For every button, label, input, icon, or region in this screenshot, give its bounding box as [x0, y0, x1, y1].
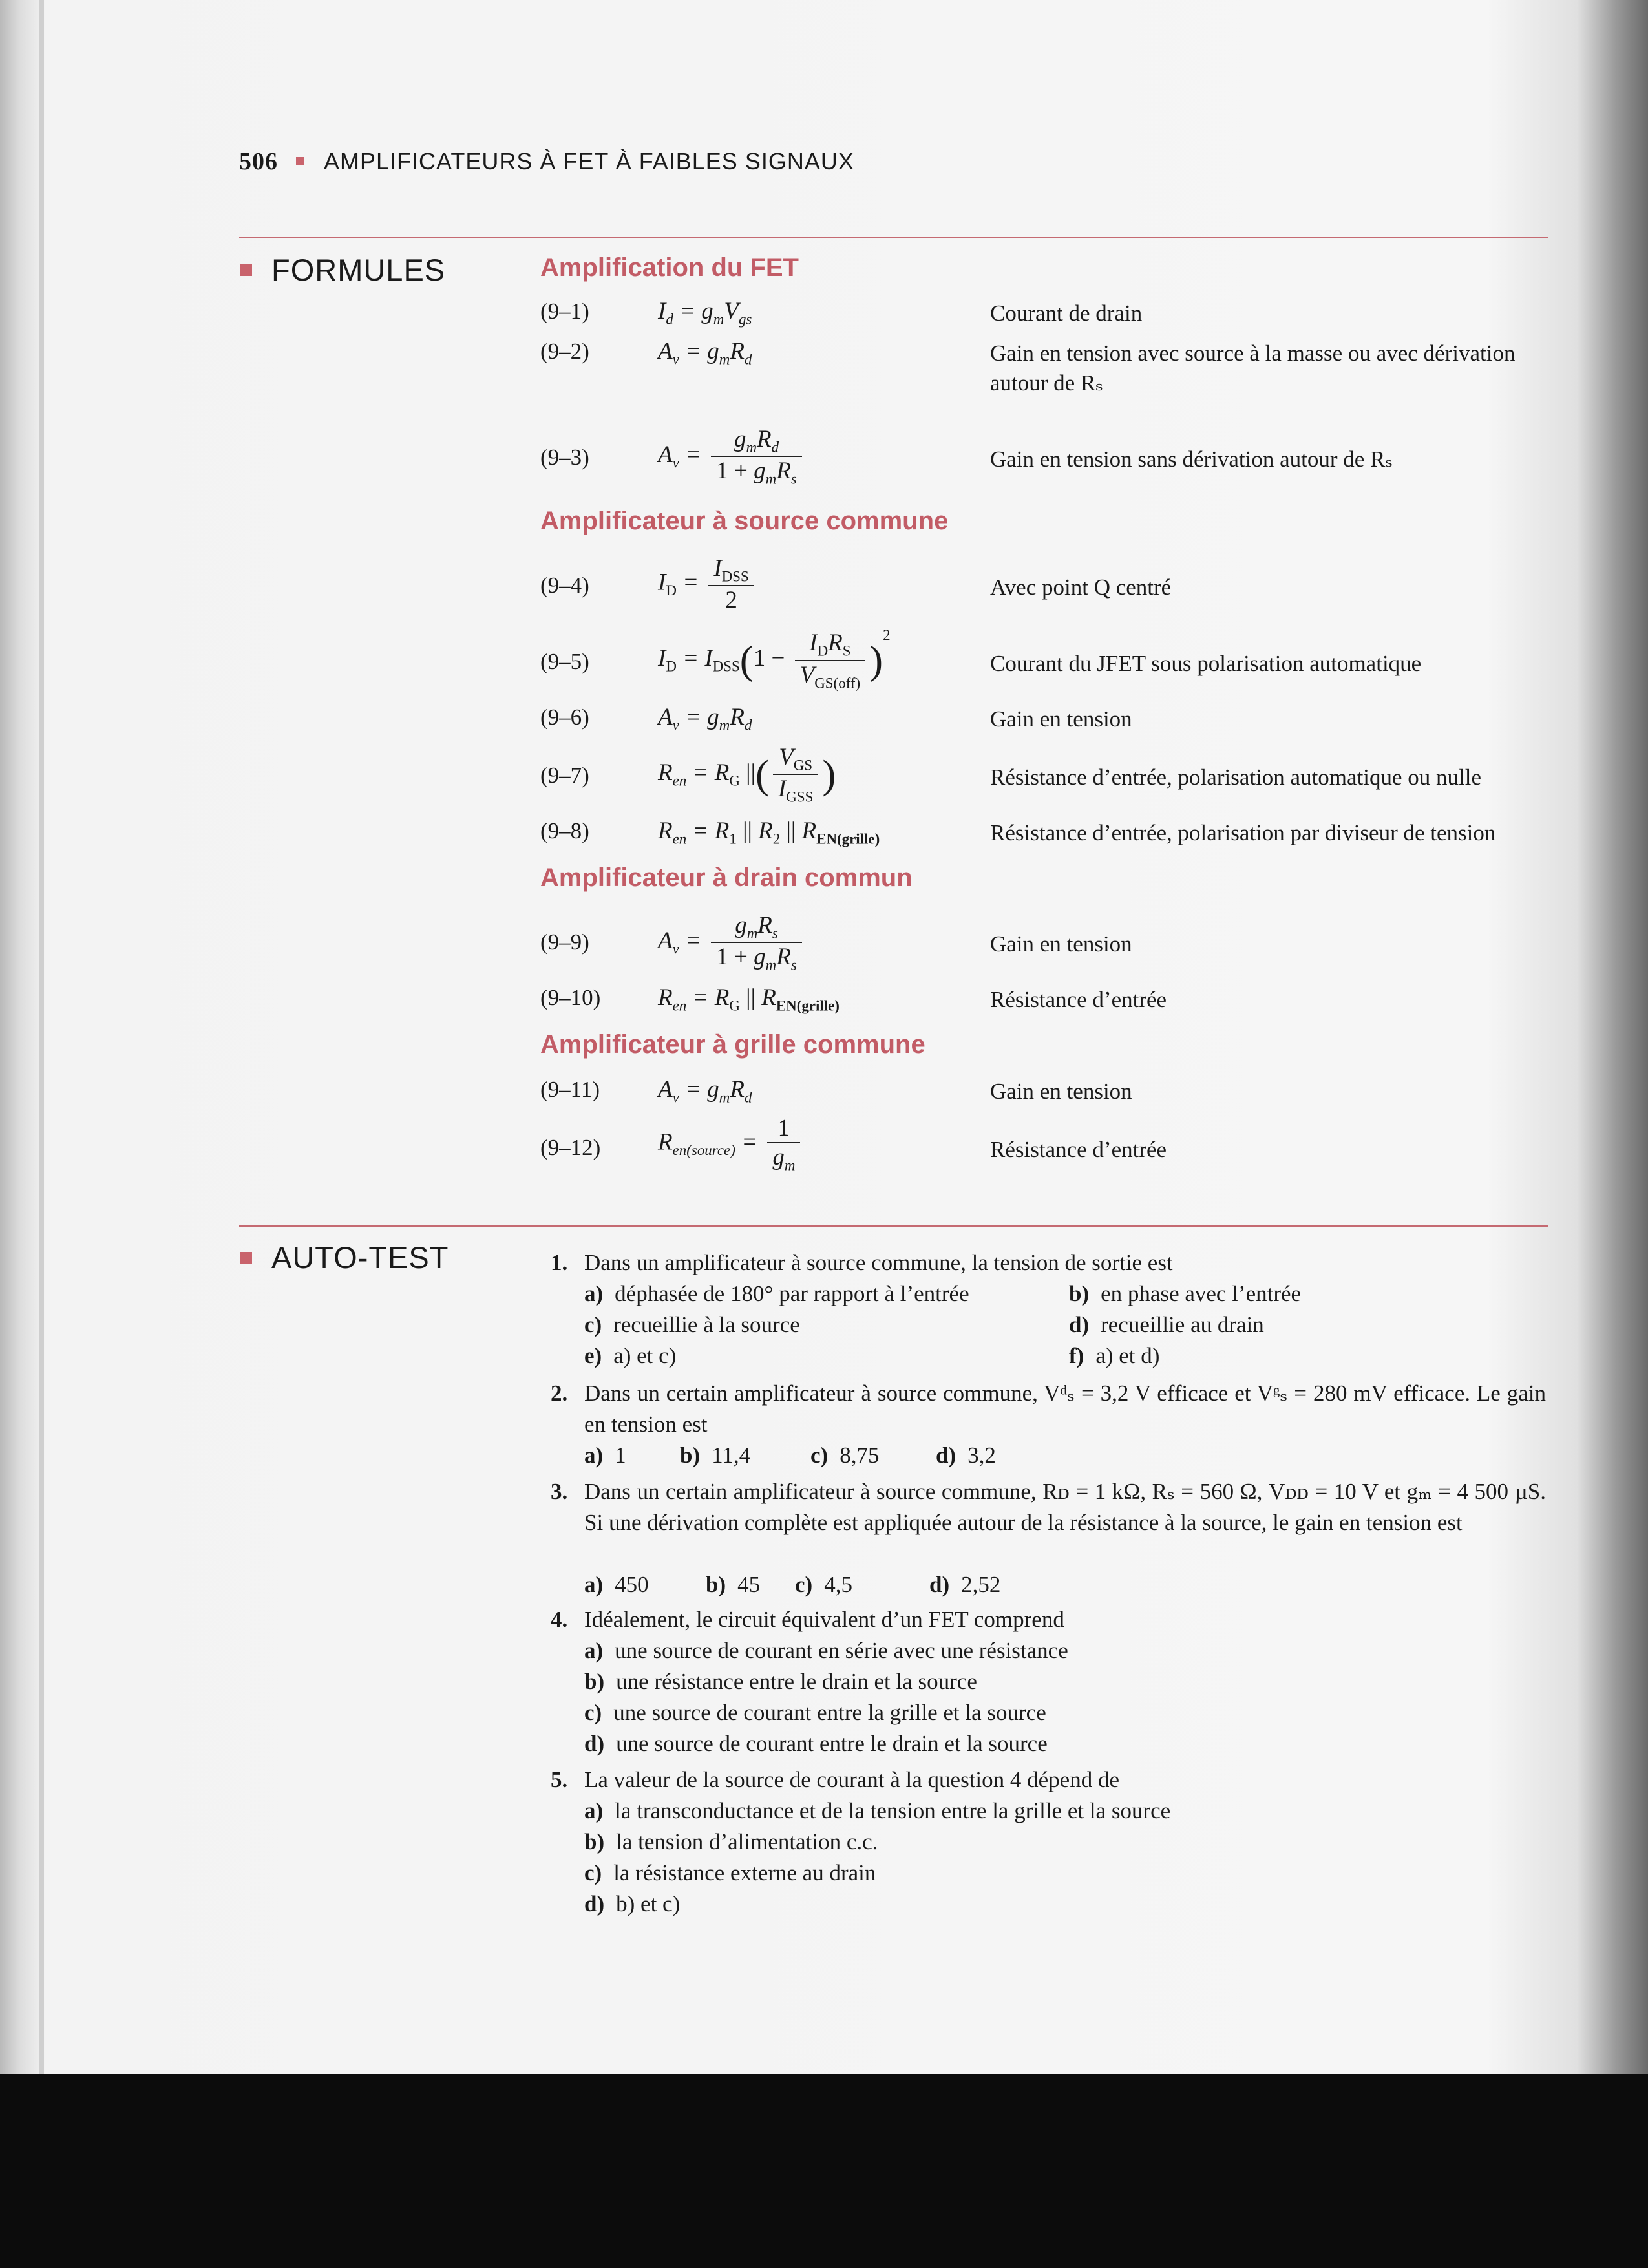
formula-9-7: $R_{en} = R_G$ ||( $\frac{V_{GS}}{I_{GSS}}$ ): [658, 744, 836, 805]
formula-number: (9–11): [540, 1077, 600, 1102]
page-number: 506: [239, 148, 278, 175]
formula-number: (9–1): [540, 299, 589, 324]
formula-description: Résistance d’entrée: [990, 987, 1167, 1012]
question-option: c) 4,5: [795, 1572, 852, 1597]
formula-9-4: $I_D$ = $\frac{I_{DSS}}{2}$: [658, 555, 758, 614]
formula-description: Gain en tension avec source à la masse ou avec dérivation autour de Rₛ: [990, 341, 1516, 396]
question-option: d) recueillie au drain: [1069, 1312, 1264, 1337]
question-5: 5. La valeur de la source de courant à la question 4 dépend de: [551, 1767, 1119, 1792]
question-option: c) recueillie à la source: [584, 1312, 800, 1337]
formula-number: (9–12): [540, 1135, 601, 1160]
section-rule: [239, 1225, 1548, 1227]
question-1: 1. Dans un amplificateur à source commune, la tension de sortie est: [551, 1250, 1173, 1275]
question-option: a) 450: [584, 1572, 649, 1597]
question-option: c) 8,75: [810, 1443, 880, 1468]
question-option: a) 1: [584, 1443, 626, 1468]
question-option: b) une résistance entre le drain et la source: [584, 1669, 977, 1694]
bullet-square-icon: [240, 264, 252, 276]
formula-description: Courant du JFET sous polarisation automatique: [990, 651, 1422, 676]
scan-background: [0, 2074, 1648, 2268]
running-head: [239, 147, 854, 176]
question-option: b) la tension d’alimentation c.c.: [584, 1829, 878, 1854]
question-option: b) 11,4: [680, 1443, 751, 1468]
question-option: d) une source de courant entre le drain et la source: [584, 1731, 1048, 1756]
section-formules: FORMULES: [240, 252, 445, 288]
formula-description: Gain en tension: [990, 931, 1132, 957]
formula-9-5: $I_D = I_{DSS}(1$ − $\frac{I_DR_S}{V_{GS(off)}}$ )$^2$: [658, 627, 891, 691]
question-option: f) a) et d): [1069, 1343, 1160, 1368]
subhead-common-source: Amplificateur à source commune: [540, 507, 949, 535]
formula-9-12: $R_{en(source)}$ = $\frac{1}{g_m}$: [658, 1114, 804, 1174]
page-spine-shadow: [39, 0, 44, 2074]
formula-9-2: $A_v = g_mR_d$: [658, 338, 752, 368]
formula-9-8: $R_{en} = R_1$ || $R_2$ || $R_{EN(grille)}$: [658, 818, 880, 847]
formula-number: (9–7): [540, 763, 589, 788]
question-option: d) b) et c): [584, 1891, 681, 1916]
formula-description: Avec point Q centré: [990, 575, 1172, 600]
formula-9-3: $A_v$ = $\frac{g_mR_d}{1 + g_mR_s}$: [658, 425, 806, 488]
formula-number: (9–8): [540, 818, 589, 843]
question-option: c) la résistance externe au drain: [584, 1860, 876, 1885]
formula-description: Résistance d’entrée: [990, 1137, 1167, 1162]
question-4: 4. Idéalement, le circuit équivalent d’un FET comprend: [551, 1607, 1064, 1632]
formula-number: (9–2): [540, 339, 589, 364]
subhead-fet-amplification: Amplification du FET: [540, 253, 799, 282]
bullet-square-icon: [296, 157, 304, 165]
chapter-title: AMPLIFICATEURS À FET À FAIBLES SIGNAUX: [324, 148, 854, 175]
question-option: a) déphasée de 180° par rapport à l’entrée: [584, 1281, 969, 1306]
formula-number: (9–5): [540, 649, 589, 674]
formula-number: (9–4): [540, 573, 589, 598]
formula-9-10: $R_{en} = R_G$ || $R_{EN(grille)}$: [658, 984, 840, 1014]
formula-description: Gain en tension: [990, 1079, 1132, 1104]
formula-description: Courant de drain: [990, 301, 1143, 326]
question-option: d) 3,2: [936, 1443, 996, 1468]
question-option: c) une source de courant entre la grille et la source: [584, 1700, 1046, 1725]
formula-description: Gain en tension sans dérivation autour de Rₛ: [990, 447, 1393, 472]
question-3: 3. Dans un certain amplificateur à source commune, Rᴅ = 1 kΩ, Rₛ = 560 Ω, Vᴅᴅ = 10 V et gₘ = 4 500 µS. Si une dérivation complète est appliquée autour de la résistance à la source, le gain en tension est: [551, 1479, 1546, 1535]
subhead-common-drain: Amplificateur à drain commun: [540, 864, 913, 892]
question-option: d) 2,52: [929, 1572, 1001, 1597]
question-option: b) en phase avec l’entrée: [1069, 1281, 1302, 1306]
formula-description: Résistance d’entrée, polarisation automatique ou nulle: [990, 765, 1482, 790]
formula-number: (9–10): [540, 985, 601, 1010]
subhead-common-gate: Amplificateur à grille commune: [540, 1030, 925, 1059]
formula-9-1: $I_d = g_mV_{gs}$: [658, 298, 752, 328]
section-autotest: AUTO-TEST: [240, 1240, 449, 1275]
section-rule: [239, 237, 1548, 238]
question-option: a) une source de courant en série avec une résistance: [584, 1638, 1068, 1663]
question-2: 2. Dans un certain amplificateur à source commune, Vᵈₛ = 3,2 V efficace et Vᵍₛ = 280 mV efficace. Le gain en tension est: [551, 1381, 1546, 1437]
formula-number: (9–9): [540, 929, 589, 955]
question-option: a) la transconductance et de la tension entre la grille et la source: [584, 1798, 1171, 1823]
formula-description: Gain en tension: [990, 706, 1132, 732]
question-option: e) a) et c): [584, 1343, 677, 1368]
question-option: b) 45: [706, 1572, 761, 1597]
formula-number: (9–6): [540, 705, 589, 730]
formula-description: Résistance d’entrée, polarisation par diviseur de tension: [990, 820, 1496, 845]
formula-9-11: $A_v = g_mR_d$: [658, 1076, 752, 1106]
formula-9-6: $A_v = g_mR_d$: [658, 704, 752, 734]
formula-9-9: $A_v$ = $\frac{g_mR_s}{1 + g_mR_s}$: [658, 911, 806, 974]
formula-number: (9–3): [540, 445, 589, 470]
bullet-square-icon: [240, 1252, 252, 1264]
